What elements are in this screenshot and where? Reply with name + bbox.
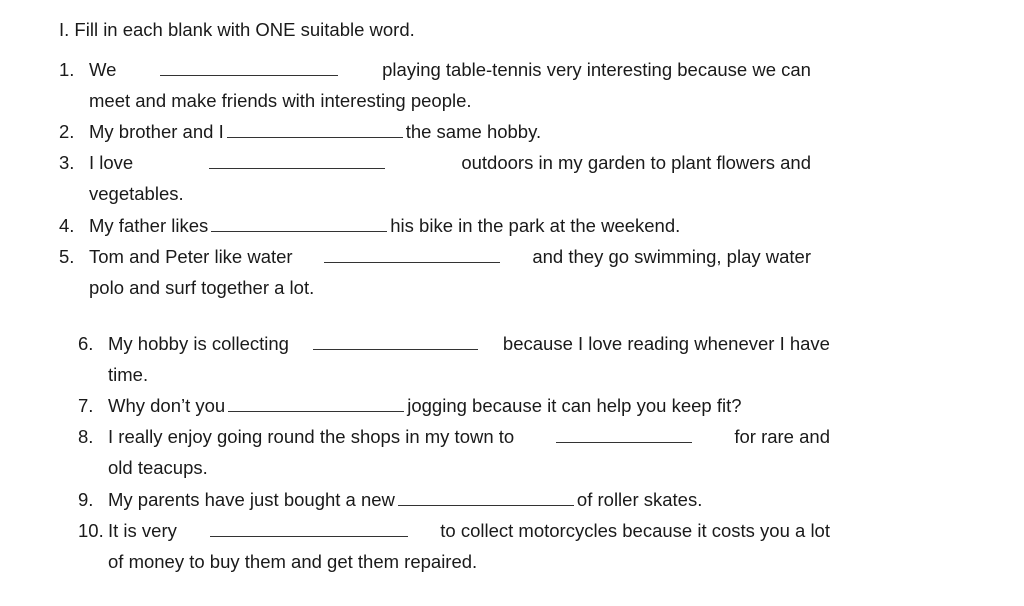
question-1: [59, 54, 811, 116]
question-continuation: vegetables.: [89, 183, 184, 204]
question-text-after: and they go swimming, play water: [532, 246, 811, 267]
question-8: [78, 421, 830, 483]
answer-blank[interactable]: [211, 213, 387, 232]
answer-blank[interactable]: [227, 119, 403, 138]
question-number: 5.: [59, 246, 75, 267]
question-continuation: polo and surf together a lot.: [89, 277, 315, 298]
question-line: [59, 147, 811, 178]
question-continuation: time.: [108, 364, 149, 385]
question-text-after: playing table-tennis very interesting because we can: [382, 59, 811, 80]
question-text-before: I really enjoy going round the shops in my town to: [108, 426, 515, 447]
question-text-before: Why don’t you: [108, 395, 226, 416]
question-line: [59, 54, 811, 85]
question-number: 8.: [78, 426, 94, 447]
question-text-before: We: [89, 59, 117, 80]
question-line: [78, 484, 830, 515]
question-text-after: his bike in the park at the weekend.: [390, 215, 681, 236]
question-line: [59, 210, 811, 241]
question-line: [78, 390, 830, 421]
question-continuation: meet and make friends with interesting people.: [89, 90, 472, 111]
question-continuation: of money to buy them and get them repaired.: [108, 551, 478, 572]
question-line: [78, 515, 830, 546]
answer-blank[interactable]: [398, 487, 574, 506]
question-text-before: My brother and I: [89, 121, 224, 142]
question-text-after: to collect motorcycles because it costs you a lot: [440, 520, 830, 541]
question-number: 3.: [59, 152, 75, 173]
question-number: 4.: [59, 215, 75, 236]
question-number: 1.: [59, 59, 75, 80]
question-line: [59, 241, 811, 272]
question-6: [78, 328, 830, 390]
answer-blank[interactable]: [209, 150, 385, 169]
question-text-after: because I love reading whenever I have: [502, 333, 830, 354]
question-7: [78, 390, 830, 421]
answer-blank[interactable]: [324, 244, 500, 263]
answer-blank[interactable]: [228, 393, 404, 412]
question-9: [78, 484, 830, 515]
answer-blank[interactable]: [313, 331, 478, 350]
question-text-after: jogging because it can help you keep fit?: [407, 395, 742, 416]
question-10: [78, 515, 830, 577]
question-text-before: I love: [89, 152, 134, 173]
question-text-after: for rare and: [734, 426, 830, 447]
exercise-heading: I. Fill in each blank with ONE suitable word.: [59, 19, 415, 40]
question-text-before: My father likes: [89, 215, 209, 236]
question-3: [59, 147, 811, 209]
question-2: [59, 116, 811, 147]
question-text-before: My hobby is collecting: [108, 333, 289, 354]
question-number: 7.: [78, 395, 94, 416]
question-5: [59, 241, 811, 303]
answer-blank[interactable]: [556, 424, 692, 443]
answer-blank[interactable]: [160, 57, 338, 76]
question-number: 9.: [78, 489, 94, 510]
question-text-before: Tom and Peter like water: [89, 246, 293, 267]
question-text-before: It is very: [108, 520, 177, 541]
question-4: [59, 210, 811, 241]
question-number: 2.: [59, 121, 75, 142]
question-continuation: old teacups.: [108, 457, 208, 478]
question-line: [59, 116, 811, 147]
question-text-after: outdoors in my garden to plant flowers and: [461, 152, 811, 173]
question-number: 6.: [78, 333, 94, 354]
question-text-after: of roller skates.: [576, 489, 703, 510]
answer-blank[interactable]: [210, 518, 408, 537]
question-line: [78, 328, 830, 359]
question-text-after: the same hobby.: [405, 121, 542, 142]
question-line: [78, 421, 830, 452]
question-text-before: My parents have just bought a new: [108, 489, 395, 510]
question-number: 10.: [78, 520, 104, 541]
